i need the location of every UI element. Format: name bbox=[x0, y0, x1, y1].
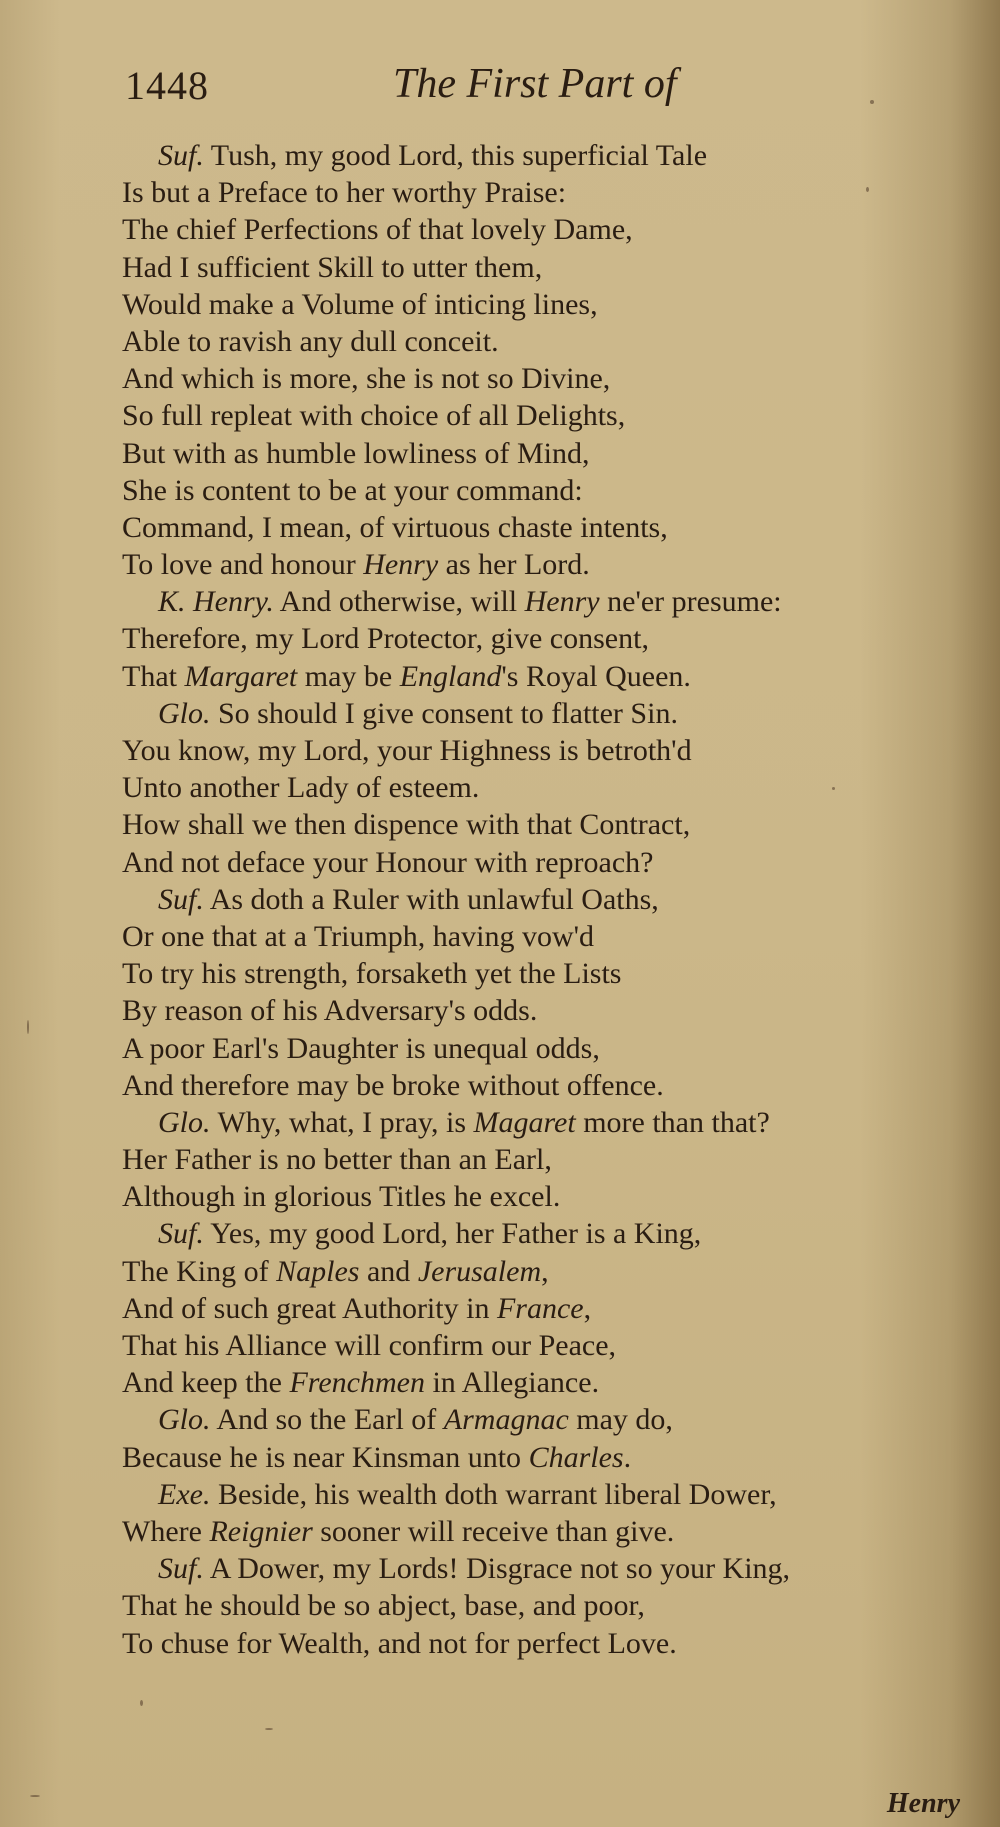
catchword: Henry bbox=[886, 1788, 960, 1819]
text: more than that? bbox=[575, 1105, 770, 1139]
text: That he should be so abject, base, and poor, bbox=[122, 1589, 645, 1623]
text: Beside, his wealth doth warrant liberal Dower, bbox=[210, 1477, 777, 1511]
verse-line bbox=[122, 1401, 942, 1438]
verse-line bbox=[122, 1290, 942, 1327]
verse-line bbox=[122, 918, 942, 955]
text: Would make a Volume of inticing lines, bbox=[122, 287, 598, 321]
text: Because he is near Kinsman unto bbox=[122, 1440, 529, 1474]
verse-line bbox=[122, 360, 942, 397]
italic-text: Margaret bbox=[184, 659, 298, 693]
text: So full repleat with choice of all Delights, bbox=[122, 399, 626, 433]
verse-line bbox=[122, 955, 942, 992]
text: Yes, my good Lord, her Father is a King, bbox=[203, 1217, 702, 1251]
italic-text: Suf. bbox=[158, 882, 204, 916]
verse-line bbox=[122, 992, 942, 1029]
text: and bbox=[359, 1254, 418, 1288]
verse-line bbox=[122, 1067, 942, 1104]
verse-line bbox=[122, 1327, 942, 1364]
italic-text: Jerusalem bbox=[417, 1254, 542, 1288]
text: And of such great Authority in bbox=[122, 1291, 497, 1325]
text: Why, what, I pray, is bbox=[210, 1105, 474, 1139]
text: Is but a Preface to her worthy Praise: bbox=[122, 176, 567, 210]
text: Command, I mean, of virtuous chaste intents, bbox=[122, 510, 668, 544]
italic-text: K. Henry. bbox=[158, 585, 274, 619]
italic-text: Charles bbox=[528, 1440, 624, 1474]
text: 's Royal Queen. bbox=[501, 659, 691, 693]
paper-speck bbox=[870, 100, 874, 104]
text: And which is more, she is not so Divine, bbox=[122, 362, 611, 396]
verse-line bbox=[122, 472, 942, 509]
verse-line bbox=[122, 1476, 942, 1513]
verse-line bbox=[122, 1439, 942, 1476]
italic-text: Frenchmen bbox=[289, 1366, 425, 1400]
text: may be bbox=[297, 659, 400, 693]
page-header bbox=[125, 62, 925, 122]
paper-speck bbox=[27, 1020, 29, 1034]
verse-line bbox=[122, 1364, 942, 1401]
verse-line bbox=[122, 211, 942, 248]
verse-line bbox=[122, 844, 942, 881]
text: That his Alliance will confirm our Peace, bbox=[122, 1329, 617, 1362]
text: But with as humble lowliness of Mind, bbox=[122, 436, 590, 470]
verse-line bbox=[122, 1178, 942, 1215]
running-title: The First Part of bbox=[393, 61, 677, 107]
text: Unto another Lady of esteem. bbox=[122, 771, 480, 805]
verse-line bbox=[122, 769, 942, 806]
verse-line bbox=[122, 1253, 942, 1290]
verse-line bbox=[122, 509, 942, 546]
paper-speck bbox=[140, 1700, 143, 1706]
text: And therefore may be broke without offence. bbox=[122, 1068, 664, 1102]
italic-text: Armagnac bbox=[443, 1403, 569, 1437]
verse-line bbox=[122, 620, 942, 657]
text: as her Lord. bbox=[438, 548, 590, 582]
text: The chief Perfections of that lovely Dame, bbox=[122, 213, 633, 247]
text: Where bbox=[122, 1514, 210, 1548]
italic-text: Reignier bbox=[209, 1514, 313, 1548]
verse-line bbox=[122, 137, 942, 174]
verse-line bbox=[122, 732, 942, 769]
text: How shall we then dispence with that Contract, bbox=[122, 808, 691, 842]
text: You know, my Lord, your Highness is betroth'd bbox=[122, 734, 692, 767]
text: A Dower, my Lords! Disgrace not so your King, bbox=[203, 1552, 791, 1586]
italic-text: Suf. bbox=[158, 1217, 204, 1251]
verse-line bbox=[122, 1215, 942, 1252]
text: sooner will receive than give. bbox=[312, 1514, 675, 1548]
verse-line bbox=[122, 1141, 942, 1178]
text: She is content to be at your command: bbox=[122, 473, 583, 507]
italic-text: Glo. bbox=[158, 696, 211, 730]
verse-line bbox=[122, 435, 942, 472]
italic-text: Suf. bbox=[158, 139, 204, 172]
text: A poor Earl's Daughter is unequal odds, bbox=[122, 1031, 600, 1065]
text: ne'er presume: bbox=[599, 585, 782, 619]
italic-text: France bbox=[496, 1291, 584, 1325]
verse-line bbox=[122, 695, 942, 732]
verse-line bbox=[122, 1104, 942, 1141]
text: So should I give consent to flatter Sin. bbox=[210, 696, 678, 730]
italic-text: Glo. bbox=[158, 1403, 211, 1437]
italic-text: Suf. bbox=[158, 1552, 204, 1586]
paper-speck bbox=[265, 1728, 273, 1730]
text: And otherwise, will bbox=[273, 585, 525, 619]
verse-line bbox=[122, 1550, 942, 1587]
play-text bbox=[122, 137, 942, 1662]
text: , bbox=[541, 1254, 549, 1288]
text: Or one that at a Triumph, having vow'd bbox=[122, 919, 595, 953]
verse-line bbox=[122, 1513, 942, 1550]
text: To love and honour bbox=[122, 548, 364, 582]
text: Able to ravish any dull conceit. bbox=[122, 324, 499, 358]
text: , bbox=[583, 1291, 592, 1325]
text: Therefore, my Lord Protector, give consent, bbox=[122, 622, 649, 656]
verse-line bbox=[122, 1625, 942, 1662]
verse-line bbox=[122, 286, 942, 323]
italic-text: Glo. bbox=[158, 1105, 211, 1139]
verse-line bbox=[122, 397, 942, 434]
verse-line bbox=[122, 583, 942, 620]
verse-line bbox=[122, 1030, 942, 1067]
text: And keep the bbox=[122, 1366, 290, 1400]
verse-line bbox=[122, 546, 942, 583]
text: The King of bbox=[122, 1254, 277, 1288]
text: And not deface your Honour with reproach? bbox=[122, 845, 654, 879]
paper-speck bbox=[30, 1795, 40, 1797]
text: Tush, my good Lord, this superficial Tale bbox=[203, 139, 708, 172]
verse-line bbox=[122, 806, 942, 843]
italic-text: Henry bbox=[363, 548, 439, 582]
text: As doth a Ruler with unlawful Oaths, bbox=[203, 882, 659, 916]
text: . bbox=[623, 1440, 632, 1474]
italic-text: Henry bbox=[524, 585, 600, 619]
verse-line bbox=[122, 1587, 942, 1624]
verse-line bbox=[122, 249, 942, 286]
italic-text: England bbox=[399, 659, 502, 693]
text: in Allegiance. bbox=[424, 1366, 600, 1400]
verse-line bbox=[122, 881, 942, 918]
text: To try his strength, forsaketh yet the Lists bbox=[122, 957, 622, 991]
text: By reason of his Adversary's odds. bbox=[122, 994, 538, 1028]
verse-line bbox=[122, 658, 942, 695]
verse-line bbox=[122, 174, 942, 211]
verse-line bbox=[122, 323, 942, 360]
paper-speck bbox=[866, 187, 869, 192]
text: To chuse for Wealth, and not for perfect Love. bbox=[122, 1626, 677, 1660]
italic-text: Naples bbox=[276, 1254, 360, 1288]
text: Although in glorious Titles he excel. bbox=[122, 1180, 561, 1214]
text: may do, bbox=[568, 1403, 673, 1437]
text: Her Father is no better than an Earl, bbox=[122, 1143, 552, 1177]
italic-text: Exe. bbox=[158, 1477, 211, 1511]
text: Had I sufficient Skill to utter them, bbox=[122, 250, 543, 284]
text: And so the Earl of bbox=[210, 1403, 444, 1437]
italic-text: Magaret bbox=[473, 1105, 576, 1139]
text: That bbox=[122, 659, 185, 693]
paper-speck bbox=[832, 787, 835, 790]
page-number: 1448 bbox=[125, 63, 209, 108]
